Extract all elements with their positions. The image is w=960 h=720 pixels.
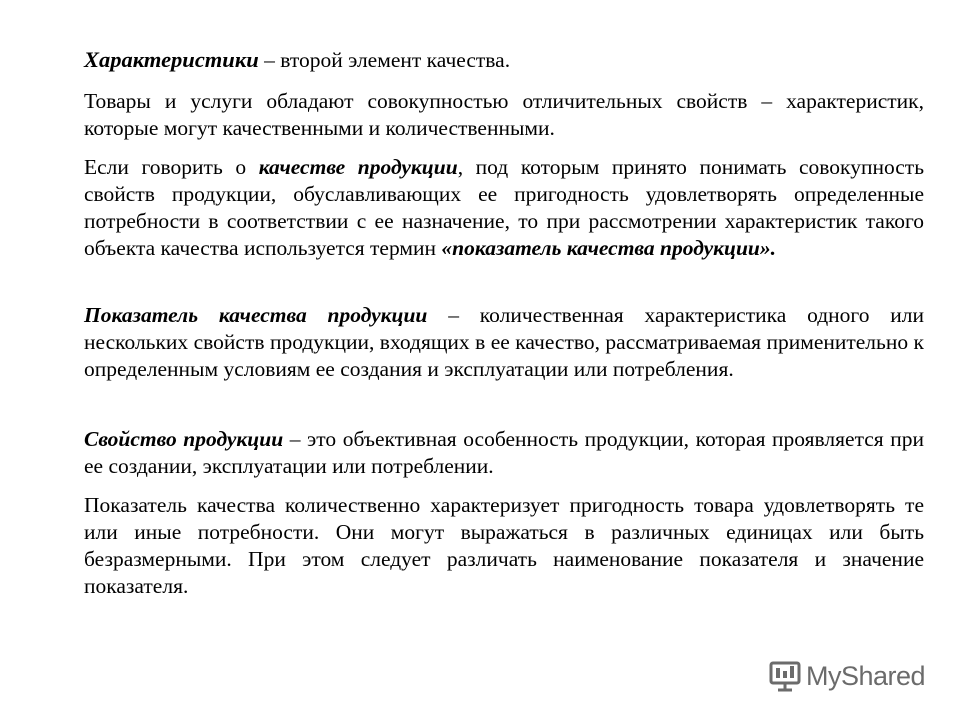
paragraph-text: Если говорить о: [84, 155, 259, 179]
term-quality-indicator: Показатель качества продукции: [84, 303, 428, 327]
term-product-property: Свойство продукции: [84, 427, 284, 451]
term-quality-indicator-quote: «показатель качества продукции».: [441, 236, 777, 260]
mysharde-watermark-logo: [768, 656, 925, 696]
paragraph-text: Показатель качества количественно характеризует пригодность товара удовлетворять те или иные потребности. Они могут выражаться в различных единицах или быть безразмерными. При этом следует различать наименование показателя и значение показателя.: [84, 493, 924, 598]
presentation-screen-icon: [768, 659, 802, 693]
paragraph-indicator-summary: [84, 492, 924, 600]
watermark-brand: [806, 661, 925, 692]
paragraph-text: Товары и услуги обладают совокупностью отличительных свойств – характеристик, которые могут качественными и количественными.: [84, 89, 924, 140]
paragraph-quality-indicator: [84, 302, 924, 383]
paragraph-goods-services: [84, 88, 924, 142]
paragraph-text: – количественная характеристика одного или нескольких свойств продукции, входящих в ее качество, рассматриваемая применительно к определенным условиям ее создания и эксплуатации или потребления.: [84, 303, 924, 381]
paragraph-characteristics: [84, 46, 924, 74]
term-product-quality: качестве продукции: [258, 155, 458, 179]
brand-shared: Shared: [841, 660, 926, 691]
paragraph-product-property: [84, 426, 924, 480]
paragraph-text: – второй элемент качества.: [258, 48, 511, 72]
brand-my: My: [806, 660, 841, 691]
paragraph-product-quality: [84, 154, 924, 262]
paragraph-text: – это объективная особенность продукции, которая проявляется при ее создании, эксплуатации или потреблении.: [84, 427, 924, 478]
term-characteristics: Характеристики: [84, 47, 259, 72]
paragraph-text: , под которым принято понимать совокупность свойств продукции, обуславливающих ее пригодность удовлетворять определенные потребности в соответствии с ее назначение, то при рассмотрении характеристик такого объекта качества используется термин: [84, 155, 924, 260]
